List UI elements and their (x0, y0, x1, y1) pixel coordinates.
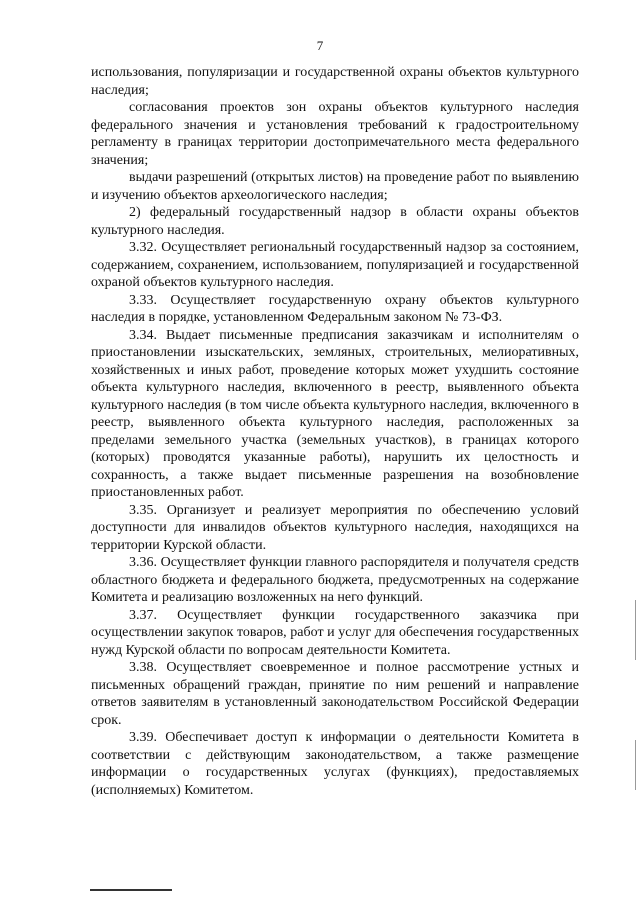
paragraph-3-32: 3.32. Осуществляет региональный государственный надзор за состоянием, содержанием, сохранением, использованием, популяризацией и государственной охраной объектов культурного наследия. (91, 240, 579, 290)
paragraph-3-39: 3.39. Обеспечивает доступ к информации о деятельности Комитета в соответствии с действующим законодательством, а также размещение информации о государственных услугах (функциях), предоставляемых (исполняемых) Комитетом. (91, 730, 579, 798)
page-number: 7 (316, 38, 324, 53)
scan-edge-mark (635, 600, 636, 660)
document-body (91, 64, 579, 799)
paragraph-approval-zones: согласования проектов зон охраны объектов культурного наследия федерального значения и установления требований к градостроительному регламенту в границах территории достопримечательного места федерального значения; (91, 100, 579, 168)
paragraph-3-34: 3.34. Выдает письменные предписания заказчикам и исполнителям о приостановлении изыскательских, земляных, строительных, мелиоративных, хозяйственных и иных работ, проведение которых может ухудшить состояние объекта культурного наследия, включенного в реестр, выявленного объекта культурного наследия (в том числе объекта культурного наследия, включенного в реестр, выявленного объекта культурного наследия, расположенных за пределами земельного участка (земельных участков), в границах которого (которых) проводятся указанные работы), нарушить их целостность и сохранность, а также выдает письменные разрешения на возобновление приостановленных работ. (91, 327, 579, 500)
scan-artifact-line (90, 889, 172, 891)
paragraph-3-37: 3.37. Осуществляет функции государственного заказчика при осуществлении закупок товаров, работ и услуг для обеспечения государственных нужд Курской области по вопросам деятельности Комитета. (91, 607, 579, 658)
paragraph-3-36: 3.36. Осуществляет функции главного распорядителя и получателя средств областного бюджета и федерального бюджета, предусмотренных на содержание Комитета и реализацию возложенных на него функций. (91, 555, 579, 605)
paragraph-3-35: 3.35. Организует и реализует мероприятия по обеспечению условий доступности для инвалидов объектов культурного наследия, находящихся на территории Курской области. (91, 502, 579, 553)
paragraph-3-38: 3.38. Осуществляет своевременное и полное рассмотрение устных и письменных обращений граждан, принятие по ним решений и направление ответов заявителям в установленный законодательством Российской Федерации срок. (91, 660, 579, 728)
paragraph-3-33: 3.33. Осуществляет государственную охрану объектов культурного наследия в порядке, установленном Федеральным законом № 73-ФЗ. (91, 292, 579, 325)
paragraph-continuation: использования, популяризации и государственной охраны объектов культурного наследия; (91, 65, 579, 98)
scan-edge-mark (635, 740, 636, 790)
paragraph-federal-supervision: 2) федеральный государственный надзор в области охраны объектов культурного наследия. (91, 205, 579, 238)
paragraph-permits: выдачи разрешений (открытых листов) на проведение работ по выявлению и изучению объектов археологического наследия; (91, 170, 579, 203)
